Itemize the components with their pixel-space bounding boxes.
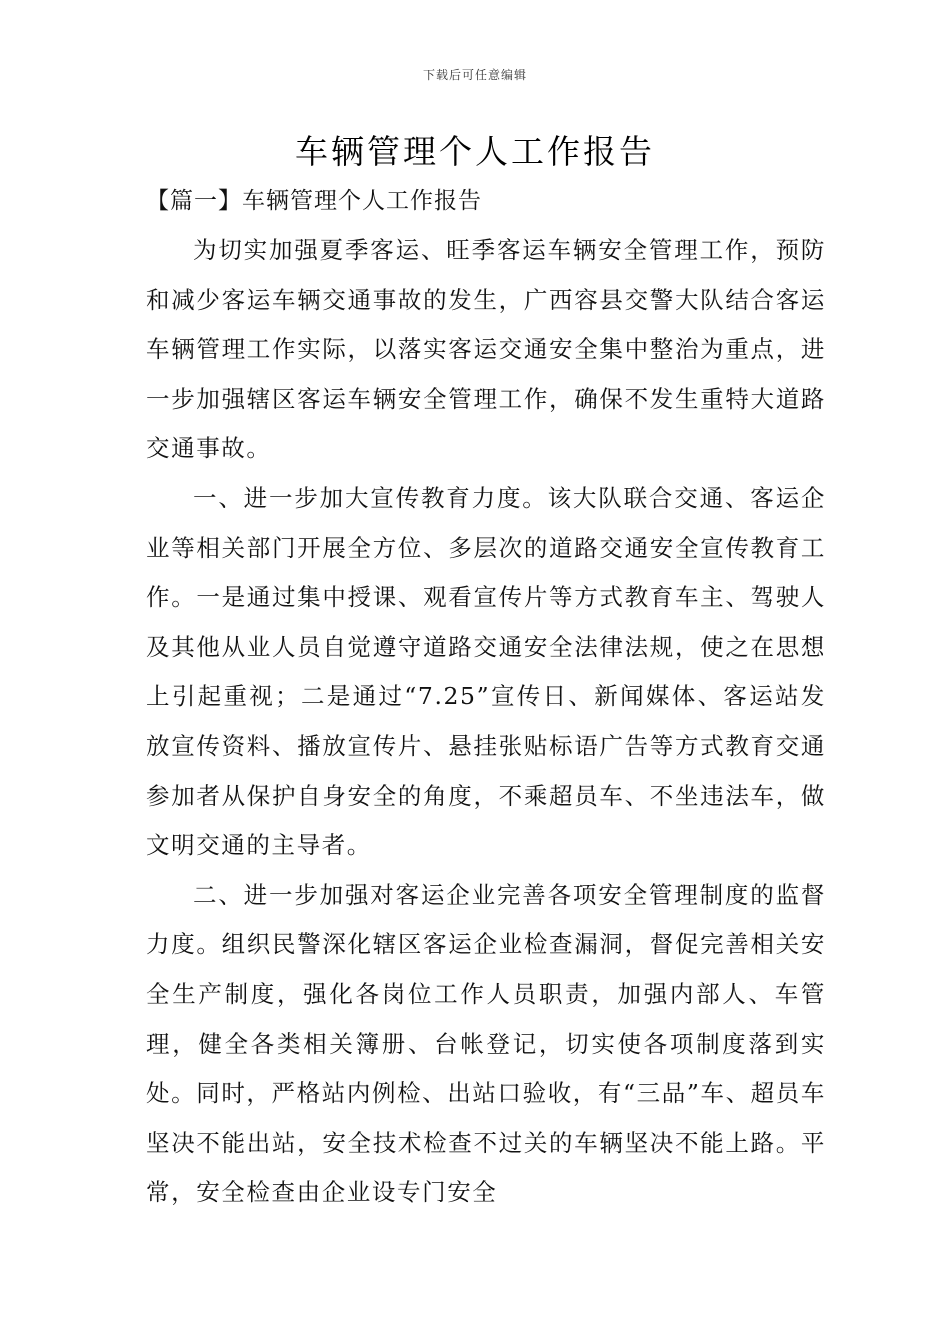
paragraph-publicity: 一、进一步加大宣传教育力度。该大队联合交通、客运企业等相关部门开展全方位、多层次的道路交通安全宣传教育工作。一是通过集中授课、观看宣传片等方式教育车主、驾驶人及其他从业人员自觉遵守道路交通安全法律法规，使之在思想上引起重视；二是通过“7.25”宣传日、新闻媒体、客运站发放宣传资料、播放宣传片、悬挂张贴标语广告等方式教育交通参加者从保护自身安全的角度，不乘超员车、不坐违法车，做文明交通的主导者。 (146, 483, 826, 860)
paragraph-supervision: 二、进一步加强对客运企业完善各项安全管理制度的监督力度。组织民警深化辖区客运企业检查漏洞，督促完善相关安全生产制度，强化各岗位工作人员职责，加强内部人、车管理，健全各类相关簿册、台帐登记，切实使各项制度落到实处。同时，严格站内例检、出站口验收，有“三品”车、超员车坚决不能出站，安全技术检查不过关的车辆坚决不能上路。平常，安全检查由企业设专门安全 (146, 880, 826, 1207)
header-note: 下载后可任意编辑 (422, 68, 527, 82)
section-heading: 【篇一】车辆管理个人工作报告 (146, 188, 482, 214)
document-title: 车辆管理个人工作报告 (295, 132, 655, 171)
body-text (146, 226, 826, 1218)
paragraph-intro: 为切实加强夏季客运、旺季客运车辆安全管理工作，预防和减少客运车辆交通事故的发生，广西容县交警大队结合客运车辆管理工作实际，以落实客运交通安全集中整治为重点，进一步加强辖区客运车辆安全管理工作，确保不发生重特大道路交通事故。 (146, 236, 826, 463)
